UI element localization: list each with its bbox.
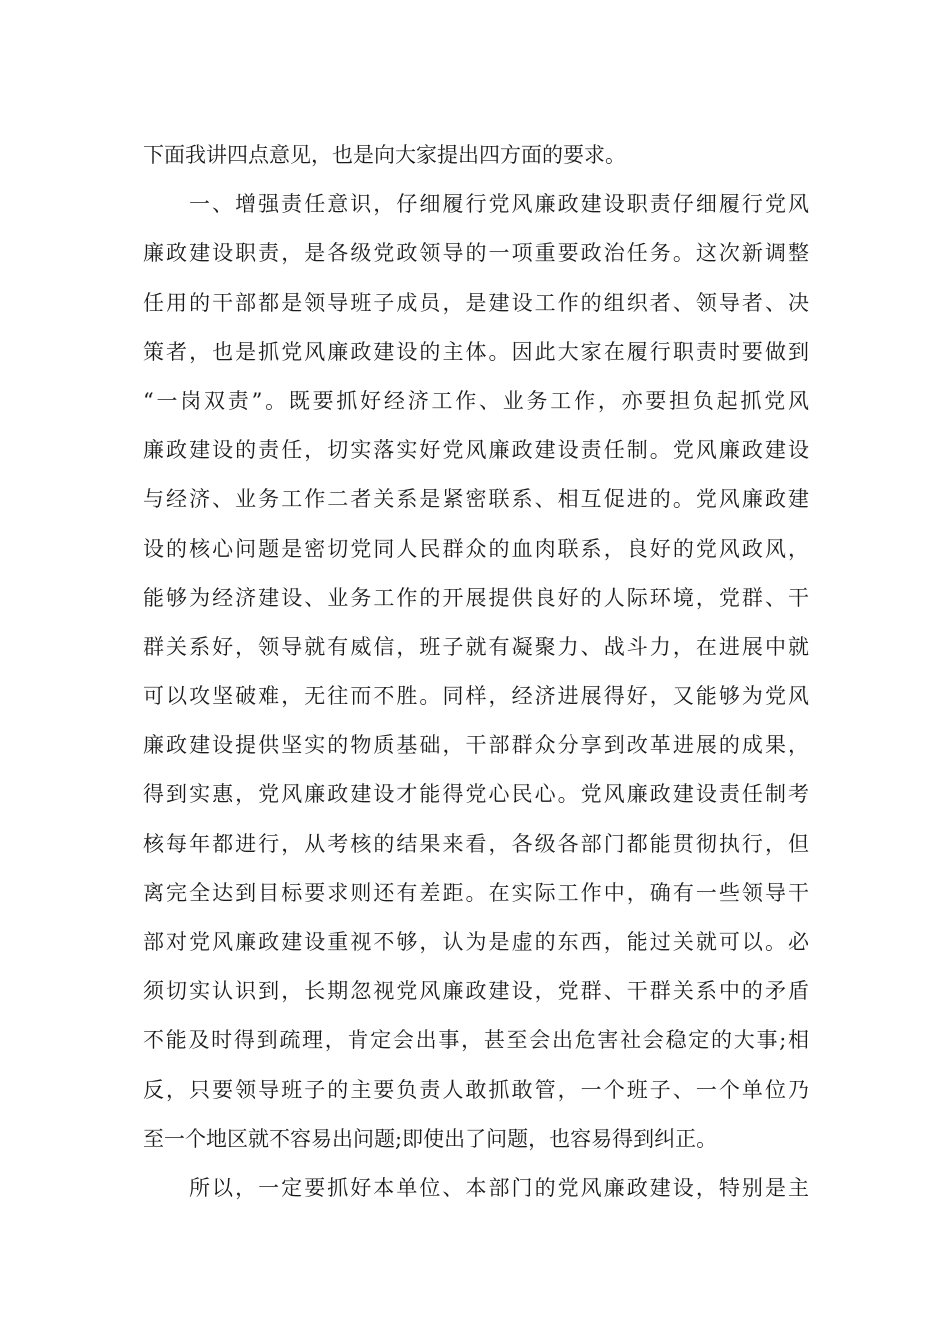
text-line: 所以，一定要抓好本单位、本部门的党风廉政建设，特别是主 xyxy=(189,1175,809,1200)
text-line: 得到实惠，党风廉政建设才能得党心民心。党风廉政建设责任制考 xyxy=(143,782,809,807)
text-line: 核每年都进行，从考核的结果来看，各级各部门都能贯彻执行，但 xyxy=(143,831,809,856)
text-line: 一、增强责任意识，仔细履行党风廉政建设职责仔细履行党风 xyxy=(189,192,809,217)
text-line: 群关系好，领导就有威信，班子就有凝聚力、战斗力，在进展中就 xyxy=(143,634,809,659)
text-line: 策者，也是抓党风廉政建设的主体。因此大家在履行职责时要做到 xyxy=(143,339,809,364)
text-line: 任用的干部都是领导班子成员，是建设工作的组织者、领导者、决 xyxy=(143,290,809,315)
text-line: “一岗双责”。既要抓好经济工作、业务工作，亦要担负起抓党风 xyxy=(143,388,809,413)
text-line: 能够为经济建设、业务工作的开展提供良好的人际环境，党群、干 xyxy=(143,585,809,610)
text-line: 离完全达到目标要求则还有差距。在实际工作中，确有一些领导干 xyxy=(143,880,809,905)
text-line: 廉政建设提供坚实的物质基础，干部群众分享到改革进展的成果， xyxy=(143,733,809,758)
text-line: 须切实认识到，长期忽视党风廉政建设，党群、干群关系中的矛盾 xyxy=(143,979,809,1004)
text-line: 与经济、业务工作二者关系是紧密联系、相互促进的。党风廉政建 xyxy=(143,487,809,512)
text-line: 廉政建设的责任，切实落实好党风廉政建设责任制。党风廉政建设 xyxy=(143,438,809,463)
text-line: 可以攻坚破难，无往而不胜。同样，经济进展得好，又能够为党风 xyxy=(143,684,809,709)
text-line: 廉政建设职责，是各级党政领导的一项重要政治任务。这次新调整 xyxy=(143,241,809,266)
text-line: 不能及时得到疏理，肯定会出事，甚至会出危害社会稳定的大事;相 xyxy=(143,1028,809,1053)
text-line: 反，只要领导班子的主要负责人敢抓敢管，一个班子、一个单位乃 xyxy=(143,1077,809,1102)
text-line: 下面我讲四点意见，也是向大家提出四方面的要求。 xyxy=(143,143,626,167)
document-body xyxy=(143,131,809,1213)
text-line: 部对党风廉政建设重视不够，认为是虚的东西，能过关就可以。必 xyxy=(143,930,809,954)
text-line: 设的核心问题是密切党同人民群众的血肉联系，良好的党风政风， xyxy=(143,536,809,561)
text-line: 至一个地区就不容易出问题;即使出了问题，也容易得到纠正。 xyxy=(143,1126,718,1151)
